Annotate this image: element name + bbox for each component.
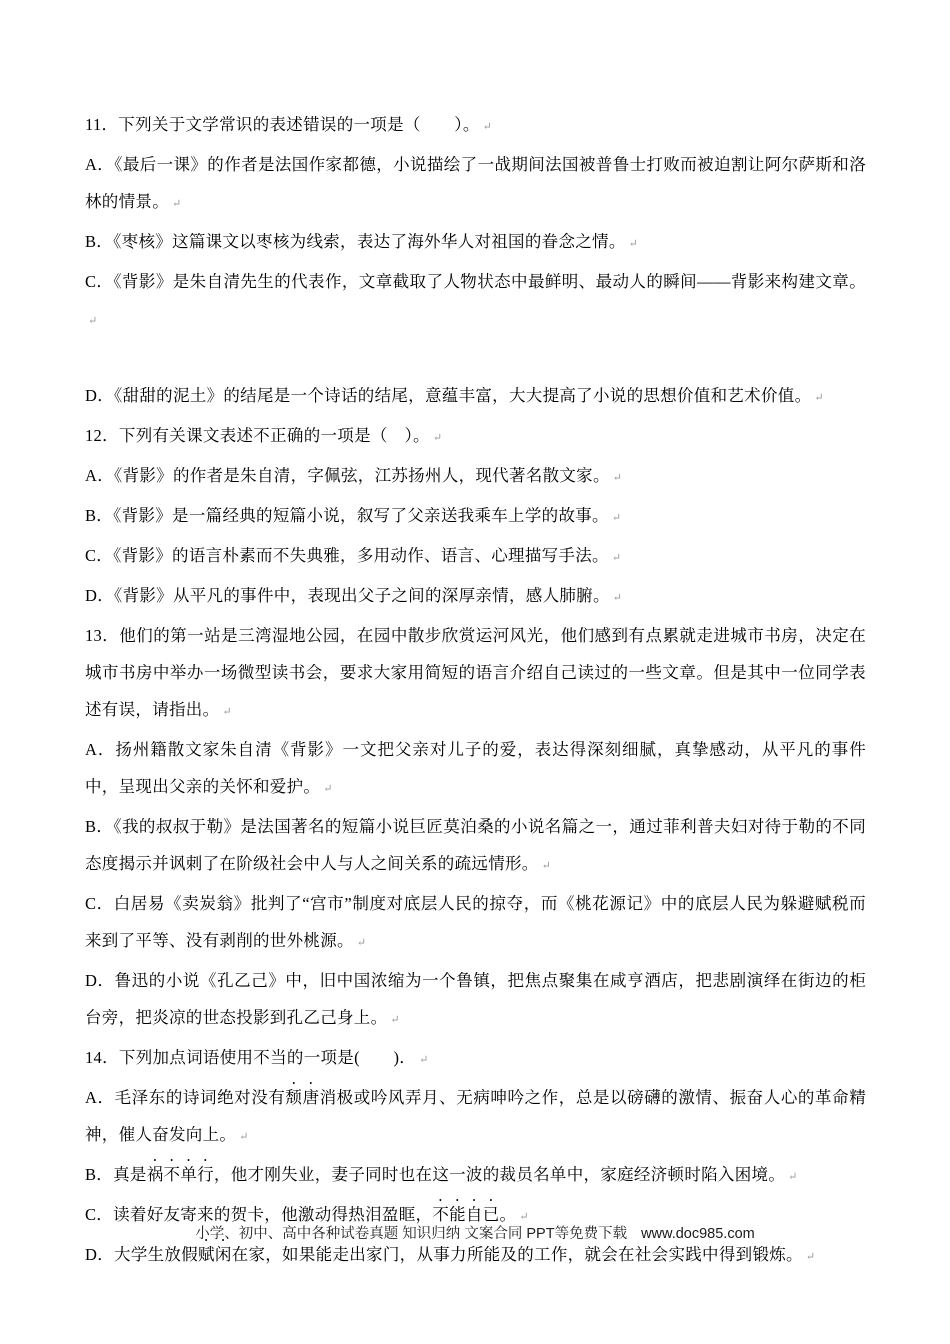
paragraph-mark-icon: ↵	[788, 1171, 798, 1183]
page-footer	[0, 1222, 950, 1243]
emphasis-dotted-word: 祸不单行	[146, 1165, 214, 1184]
question-14-option-D: D．大学生放假赋闲在家，如果能走出家门，从事力所能及的工作，就会在社会实践中得到锻炼。 ↵	[85, 1245, 816, 1264]
paragraph-mark-icon: ↵	[323, 783, 333, 795]
paragraph-mark-icon: ↵	[432, 432, 443, 444]
paragraph-mark-icon: ↵	[612, 592, 622, 604]
blank-line	[85, 340, 866, 377]
question-14-stem: 14．下列加点词语使用不当的一项是( )． ↵	[85, 1048, 429, 1067]
paragraph-mark-icon: ↵	[541, 860, 551, 872]
paragraph-mark-icon: ↵	[419, 1054, 429, 1066]
question-11-option-B: B．《枣核》这篇课文以枣核为线索，表达了海外华人对祖国的眷念之情。 ↵	[85, 232, 638, 251]
paragraph-mark-icon: ↵	[611, 512, 622, 524]
question-12-option-D: D．《背影》从平凡的事件中，表现出父子之间的深厚亲情，感人肺腑。 ↵	[85, 586, 622, 605]
question-12-stem: 12．下列有关课文表述不正确的一项是（ ）。 ↵	[85, 426, 443, 445]
paragraph-mark-icon: ↵	[611, 552, 622, 564]
emphasis-dotted-word: 不能自已	[432, 1205, 500, 1224]
emphasis-dotted-word: 颓唐	[285, 1088, 320, 1107]
question-11-option-D: D．《甜甜的泥土》的结尾是一个诗话的结尾，意蕴丰富，大大提高了小说的思想价值和艺术价值。 ↵	[85, 386, 824, 405]
question-11-stem: 11．下列关于文学常识的表述错误的一项是（ ）。 ↵	[85, 115, 492, 134]
paragraph-mark-icon: ↵	[390, 1014, 400, 1026]
paragraph-mark-icon: ↵	[519, 1211, 529, 1223]
question-14-option-C: C．读着好友寄来的贺卡，他激动得热泪盈眶，不能自已。 ↵	[85, 1205, 529, 1224]
question-14-option-B: B．真是祸不单行，他才刚失业，妻子同时也在这一波的裁员名单中，家庭经济顿时陷入困境。 ↵	[85, 1165, 798, 1184]
paragraph-mark-icon: ↵	[805, 1251, 816, 1263]
question-12-option-A: A．《背影》的作者是朱自清，字佩弦，江苏扬州人，现代著名散文家。 ↵	[85, 466, 622, 485]
footer-link[interactable]: www.doc985.com	[641, 1226, 755, 1242]
document-body	[85, 106, 866, 1276]
question-12-option-B: B．《背影》是一篇经典的短篇小说，叙写了父亲送我乘车上学的故事。 ↵	[85, 506, 622, 525]
emphasis-dotted-word: 赋闲	[198, 1245, 232, 1264]
paragraph-mark-icon: ↵	[482, 121, 492, 133]
paragraph-mark-icon: ↵	[222, 706, 232, 718]
question-13-option-D: D．鲁迅的小说《孔乙己》中，旧中国浓缩为一个鲁镇，把焦点聚集在咸亨酒店，把悲剧演绎在街边的柜台旁，把炎凉的世态投影到孔乙己身上。 ↵	[85, 971, 866, 1027]
footer-text: 小学、初中、高中各种试卷真题 知识归纳 文案合同 PPT等免费下载	[195, 1226, 628, 1242]
paragraph-mark-icon: ↵	[612, 472, 622, 484]
question-13-stem: 13．他们的第一站是三湾湿地公园，在园中散步欣赏运河风光，他们感到有点累就走进城市书房，决定在城市书房中举办一场微型读书会，要求大家用简短的语言介绍自己读过的一些文章。但是其中一位同学表述有误，请指出。 ↵	[85, 626, 866, 719]
question-12-option-C: C．《背影》的语言朴素而不失典雅，多用动作、语言、心理描写手法。 ↵	[85, 546, 622, 565]
question-13-option-A: A．扬州籍散文家朱自清《背影》一文把父亲对儿子的爱，表达得深刻细腻，真挚感动，从平凡的事件中，呈现出父亲的关怀和爱护。 ↵	[85, 740, 866, 796]
paragraph-mark-icon: ↵	[814, 392, 824, 404]
question-14-option-A: A．毛泽东的诗词绝对没有颓唐消极或吟风弄月、无病呻吟之作，总是以磅礴的激情、振奋人心的革命精神，催人奋发向上。 ↵	[85, 1088, 866, 1144]
question-11-option-C: C．《背影》是朱自清先生的代表作，文章截取了人物状态中最鲜明、最动人的瞬间——背影来构建文章。↵	[85, 272, 866, 327]
question-13-option-B: B．《我的叔叔于勒》是法国著名的短篇小说巨匠莫泊桑的小说名篇之一，通过菲利普夫妇对待于勒的不同态度揭示并讽刺了在阶级社会中人与人之间关系的疏远情形。 ↵	[85, 817, 866, 873]
paragraph-mark-icon: ↵	[356, 937, 367, 949]
paragraph-mark-icon: ↵	[628, 238, 638, 250]
paragraph-mark-icon: ↵	[172, 198, 182, 210]
paragraph-mark-icon: ↵	[239, 1131, 249, 1143]
paragraph-mark-icon: ↵	[88, 315, 98, 327]
question-11-option-A: A．《最后一课》的作者是法国作家都德，小说描绘了一战期间法国被普鲁士打败而被迫割让阿尔萨斯和洛林的情景。 ↵	[85, 155, 866, 211]
question-13-option-C: C．白居易《卖炭翁》批判了“宫市”制度对底层人民的掠夺，而《桃花源记》中的底层人民为躲避赋税而来到了平等、没有剥削的世外桃源。 ↵	[85, 894, 866, 950]
